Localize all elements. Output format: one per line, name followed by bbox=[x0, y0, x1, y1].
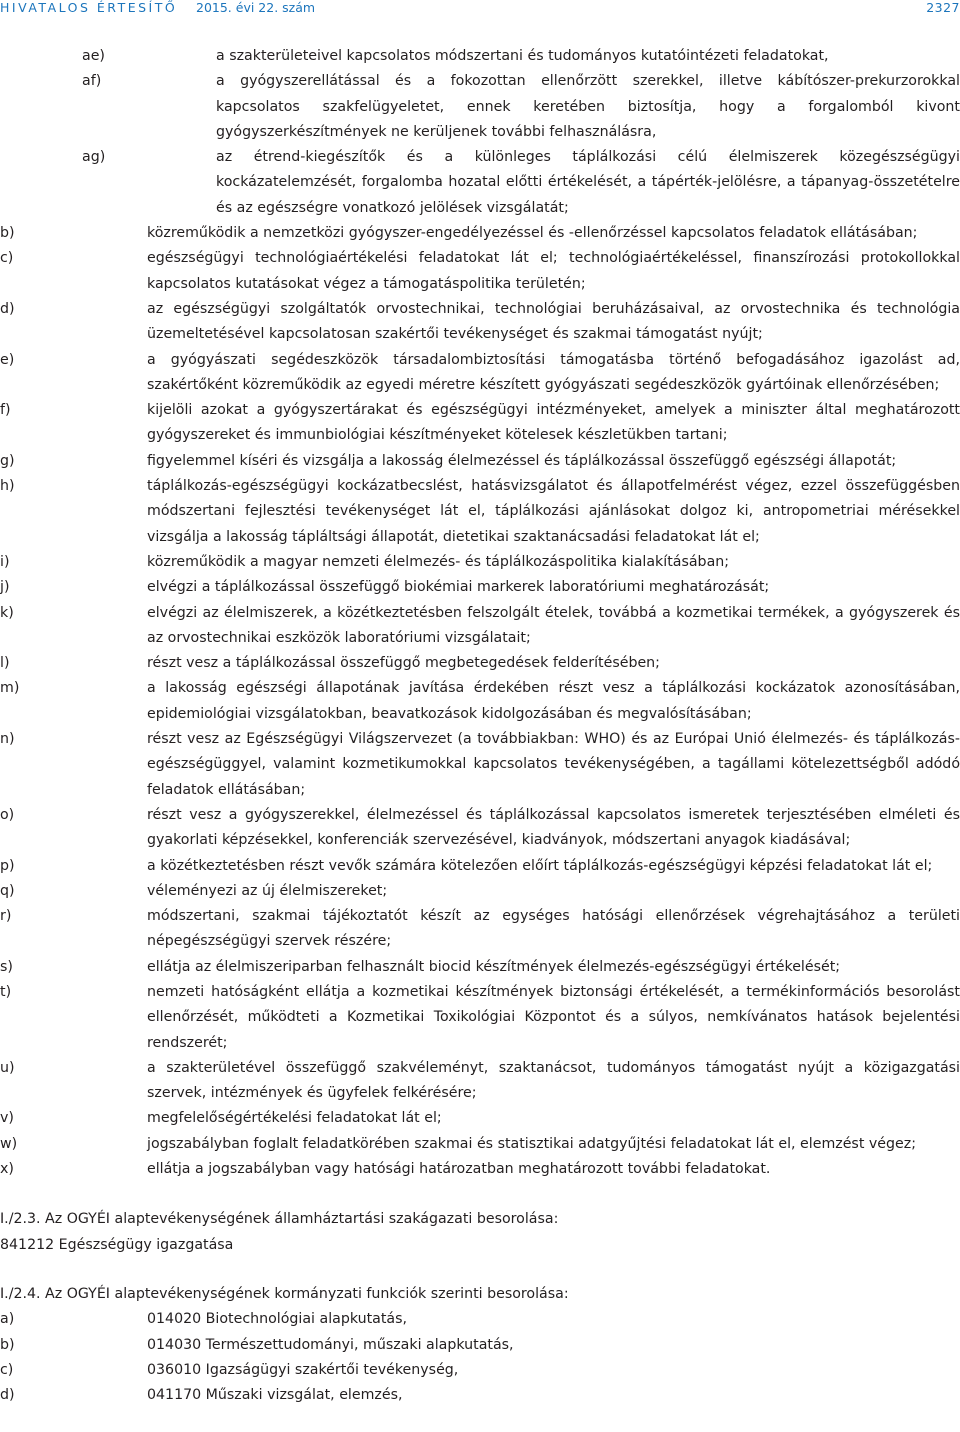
item-text: 014020 Biotechnológiai alapkutatás, bbox=[147, 1311, 408, 1328]
list-item bbox=[0, 246, 960, 297]
journal-title: HIVATALOS ÉRTESÍTŐ bbox=[0, 0, 178, 15]
section-heading: I./2.3. Az OGYÉI alaptevékenységének államháztartási szakágazati besorolása: bbox=[0, 1211, 559, 1228]
list-item bbox=[0, 145, 960, 221]
item-label: d) bbox=[0, 1387, 15, 1404]
list-item bbox=[0, 904, 960, 955]
item-label: o) bbox=[0, 806, 15, 823]
list-item bbox=[0, 474, 960, 550]
item-label: s) bbox=[0, 958, 13, 975]
item-text: a gyógyászati segédeszközök társadalombiztosítási támogatásba történő befogadásához igazolást ad, szakértőként közreműködik az egyedi méretre készített gyógyászati segédeszközök gyártóinak ellenőrzésében; bbox=[147, 351, 960, 393]
item-label: m) bbox=[0, 680, 20, 697]
list-item bbox=[0, 803, 960, 854]
list-item bbox=[0, 676, 960, 727]
item-text: módszertani, szakmai tájékoztatót készít az egységes hatósági ellenőrzések végrehajtásához a területi népegészségügyi szervek részére; bbox=[147, 908, 960, 950]
item-label: k) bbox=[0, 604, 14, 621]
list-item bbox=[0, 44, 960, 69]
list-item bbox=[0, 1056, 960, 1107]
item-label: d) bbox=[0, 300, 15, 317]
item-text: ellátja a jogszabályban vagy hatósági határozatban meghatározott további feladatokat. bbox=[147, 1161, 771, 1178]
item-text: a szakterületeivel kapcsolatos módszertani és tudományos kutatóintézeti feladatokat, bbox=[216, 48, 829, 64]
list-item bbox=[0, 398, 960, 449]
item-label: ae) bbox=[82, 48, 105, 64]
list-item bbox=[0, 1132, 960, 1157]
section-value: 841212 Egészségügy igazgatása bbox=[0, 1236, 234, 1253]
list-item bbox=[0, 348, 960, 399]
list-item bbox=[0, 1333, 960, 1358]
item-label: v) bbox=[0, 1110, 14, 1127]
item-label: x) bbox=[0, 1161, 14, 1178]
item-text: figyelemmel kíséri és vizsgálja a lakosság élelmezéssel és táplálkozással összefüggő egészségi állapotát; bbox=[147, 452, 897, 469]
list-item bbox=[0, 854, 960, 879]
list-item bbox=[0, 1358, 960, 1383]
list-item bbox=[0, 727, 960, 803]
item-text: részt vesz az Egészségügyi Világszervezet (a továbbiakban: WHO) és az Európai Unió élelmezés- és táplálkozás-egészségüggyel, valamint kozmetikumokkal kapcsolatos tevékenységében, a tagállami kötelezettségből adódó feladatok ellátásában; bbox=[147, 731, 960, 798]
section-functional-classification bbox=[0, 1207, 960, 1258]
spacer bbox=[0, 1182, 960, 1207]
item-text: elvégzi az élelmiszerek, a közétkeztetésben felszolgált ételek, továbbá a kozmetikai termékek, a gyógyszerek és az orvostechnikai eszközök laboratóriumi vizsgálatait; bbox=[147, 604, 960, 646]
document-body bbox=[0, 44, 960, 1408]
issue-label: 2015. évi 22. szám bbox=[196, 0, 316, 15]
item-text: 041170 Műszaki vizsgálat, elemzés, bbox=[147, 1387, 403, 1404]
item-text: egészségügyi technológiaértékelési feladatokat lát el; technológiaértékeléssel, finanszírozási protokollokkal kapcsolatos kutatásokat végez a támogatáspolitika területén; bbox=[147, 250, 960, 292]
list-item bbox=[0, 879, 960, 904]
item-label: n) bbox=[0, 731, 15, 748]
list-item bbox=[0, 601, 960, 652]
item-text: 036010 Igazságügyi szakértői tevékenység, bbox=[147, 1361, 459, 1378]
list-item bbox=[0, 550, 960, 575]
list-item bbox=[0, 955, 960, 980]
item-text: megfelelőségértékelési feladatokat lát el; bbox=[147, 1110, 442, 1127]
item-label: i) bbox=[0, 553, 10, 570]
section-heading: I./2.4. Az OGYÉI alaptevékenységének kormányzati funkciók szerinti besorolása: bbox=[0, 1285, 569, 1302]
item-label: q) bbox=[0, 882, 15, 899]
list-item bbox=[0, 1106, 960, 1131]
page-number: 2327 bbox=[926, 0, 960, 15]
item-text: a közétkeztetésben részt vevők számára kötelezően előírt táplálkozás-egészségügyi képzési feladatokat lát el; bbox=[147, 857, 933, 874]
item-label: g) bbox=[0, 452, 15, 469]
item-label: r) bbox=[0, 908, 12, 925]
item-label: b) bbox=[0, 225, 15, 242]
item-text: közreműködik a magyar nemzeti élelmezés- és táplálkozáspolitika kialakításában; bbox=[147, 553, 730, 570]
item-label: w) bbox=[0, 1135, 18, 1152]
item-text: részt vesz a gyógyszerekkel, élelmezéssel és táplálkozással kapcsolatos ismeretek terjesztésében elméleti és gyakorlati képzésekkel, konferenciák szervezésével, kiadványok, módszertani anyagok kiadásával; bbox=[147, 806, 960, 849]
item-text: részt vesz a táplálkozással összefüggő megbetegedések felderítésében; bbox=[147, 655, 660, 672]
item-text: 014030 Természettudományi, műszaki alapkutatás, bbox=[147, 1336, 514, 1353]
item-label: e) bbox=[0, 351, 15, 368]
list-item bbox=[0, 1383, 960, 1408]
item-label: u) bbox=[0, 1059, 15, 1076]
item-label: t) bbox=[0, 983, 12, 1000]
item-label: c) bbox=[0, 1361, 14, 1378]
item-text: a gyógyszerellátással és a fokozottan ellenőrzött szerekkel, illetve kábítószer-prekurzorokkal kapcsolatos szakfelügyeletet, ennek keretében biztosítja, hogy a forgalomból kivont gyógyszerkészítmények ne kerüljenek további felhasználásra, bbox=[216, 73, 960, 140]
item-text: ellátja az élelmiszeriparban felhasznált biocid készítmények élelmezés-egészségügyi értékelését; bbox=[147, 958, 841, 975]
item-label: a) bbox=[0, 1311, 15, 1328]
list-item bbox=[0, 575, 960, 600]
list-item bbox=[0, 221, 960, 246]
item-text: véleményezi az új élelmiszereket; bbox=[147, 882, 388, 899]
item-label: c) bbox=[0, 250, 14, 267]
list-item bbox=[0, 980, 960, 1056]
list-item bbox=[0, 1157, 960, 1182]
item-text: az egészségügyi szolgáltatók orvostechnikai, technológiai beruházásaival, az orvostechnika és technológia üzemeltetésével kapcsolatosan szakértői tevékenységet és szakmai támogatást nyújt; bbox=[147, 300, 960, 343]
item-label: af) bbox=[82, 73, 102, 90]
item-text: közreműködik a nemzetközi gyógyszer-engedélyezéssel és -ellenőrzéssel kapcsolatos feladatok ellátásában; bbox=[147, 225, 918, 242]
list-item bbox=[0, 69, 960, 145]
list-item bbox=[0, 1307, 960, 1332]
list-item bbox=[0, 651, 960, 676]
item-text: táplálkozás-egészségügyi kockázatbecslést, hatásvizsgálatot és állapotfelmérést végez, ezzel összefüggésben módszertani fejlesztési tevékenységet lát el, táplálkozási ajánlásokat dolgoz ki, antropometriai mérésekkel vizsgálja a lakosság tápláltsági állapotát, dietetikai szaktanácsadási feladatokat lát el; bbox=[147, 478, 960, 545]
item-text: elvégzi a táplálkozással összefüggő biokémiai markerek laboratóriumi meghatározását; bbox=[147, 579, 770, 596]
item-label: j) bbox=[0, 579, 10, 596]
item-label: p) bbox=[0, 857, 15, 874]
item-text: a szakterületével összefüggő szakvéleményt, szaktanácsot, tudományos támogatást nyújt a közigazgatási szervek, intézmények és ügyfelek felkérésére; bbox=[147, 1059, 960, 1102]
item-text: jogszabályban foglalt feladatkörében szakmai és statisztikai adatgyűjtési feladatokat lát el, elemzést végez; bbox=[147, 1135, 916, 1152]
item-text: az étrend-kiegészítők és a különleges táplálkozási célú élelmiszerek közegészségügyi kockázatelemzését, forgalomba hozatal előtti értékelését, a tápérték-jelölésre, a tápanyag-összetételre és az egészségre vonatkozó jelölések vizsgálatát; bbox=[216, 149, 960, 216]
item-label: ag) bbox=[82, 149, 106, 166]
section-government-functions bbox=[0, 1282, 960, 1408]
list-item bbox=[0, 297, 960, 348]
item-label: h) bbox=[0, 478, 15, 495]
item-text: a lakosság egészségi állapotának javítása érdekében részt vesz a táplálkozási kockázatok azonosításában, epidemiológiai vizsgálatokban, beavatkozások kidolgozásában és megvalósításában; bbox=[147, 680, 960, 722]
item-text: kijelöli azokat a gyógyszertárakat és egészségügyi intézményeket, amelyek a miniszter által meghatározott gyógyszereket és immunbiológiai készítményeket kötelesek készletükben tartani; bbox=[147, 402, 960, 444]
item-label: f) bbox=[0, 402, 11, 419]
item-text: nemzeti hatóságként ellátja a kozmetikai készítmények biztonsági értékelését, a termékinformációs besorolást ellenőrzését, működteti a Kozmetikai Toxikológiai Központot és a súlyos, nemkívánatos hatások bejelentési rendszerét; bbox=[147, 983, 960, 1051]
running-header bbox=[0, 0, 960, 16]
item-label: b) bbox=[0, 1336, 15, 1353]
spacer bbox=[0, 1258, 960, 1282]
list-item bbox=[0, 449, 960, 474]
item-label: l) bbox=[0, 655, 10, 672]
